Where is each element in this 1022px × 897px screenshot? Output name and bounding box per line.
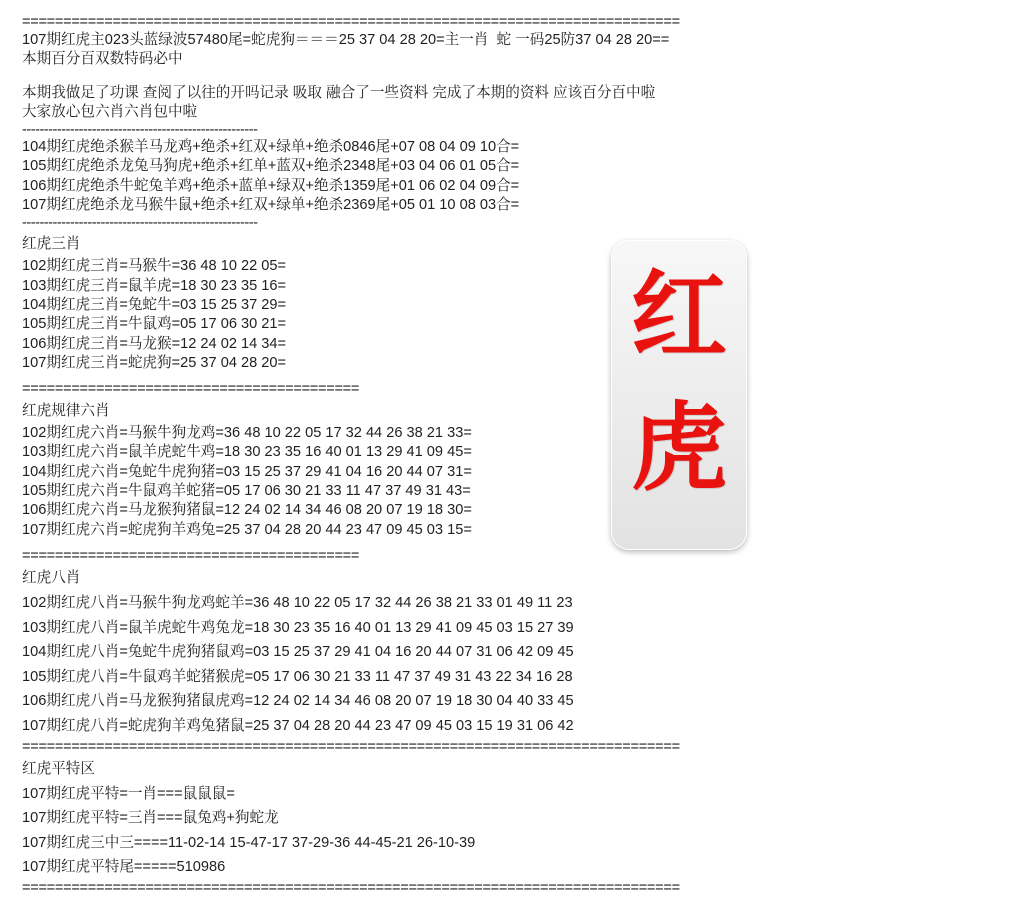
baxiao-line-2: 103期红虎八肖=鼠羊虎蛇牛鸡兔龙=18 30 23 35 16 40 01 13 29 41 09 45 03 15 27 39: [22, 619, 574, 636]
separator-long-2: ================================================================================: [22, 738, 680, 755]
baxiao-line-4: 105期红虎八肖=牛鼠鸡羊蛇猪猴虎=05 17 06 30 21 33 11 47 37 49 31 43 22 34 16 28: [22, 668, 573, 685]
section-title-baxiao: 红虎八肖: [22, 569, 81, 586]
baxiao-line-1: 102期红虎八肖=马猴牛狗龙鸡蛇羊=36 48 10 22 05 17 32 44 26 38 21 33 01 49 11 23: [22, 594, 573, 611]
liuxiao-line-1: 102期红虎六肖=马猴牛狗龙鸡=36 48 10 22 05 17 32 44 26 38 21 33=: [22, 425, 472, 442]
liuxiao-line-5: 106期红虎六肖=马龙猴狗猪鼠=12 24 02 14 34 46 08 20 07 19 18 30=: [22, 502, 472, 519]
separator-bottom: ================================================================================: [22, 879, 680, 896]
brand-logo-card: [611, 240, 747, 550]
logo-char-hu: 虎: [631, 392, 727, 504]
spacer: [22, 70, 982, 84]
sanxiao-line-6: 107期红虎三肖=蛇虎狗=25 37 04 28 20=: [22, 354, 287, 371]
intro-line-2: 大家放心包六肖六肖包中啦: [22, 103, 198, 120]
sanxiao-line-4: 105期红虎三肖=牛鼠鸡=05 17 06 30 21=: [22, 316, 287, 333]
intro-line-1: 本期我做足了功课 查阅了以往的开吗记录 吸取 融合了一些资料 完成了本期的资料 应该百分百中啦: [22, 84, 656, 101]
sanxiao-line-3: 104期红虎三肖=兔蛇牛=03 15 25 37 29=: [22, 296, 287, 313]
section-title-liuxiao: 红虎规律六肖: [22, 403, 110, 420]
baxiao-line-3: 104期红虎八肖=兔蛇牛虎狗猪鼠鸡=03 15 25 37 29 41 04 16 20 44 07 31 06 42 09 45: [22, 644, 574, 661]
baxiao-line-6: 107期红虎八肖=蛇虎狗羊鸡兔猪鼠=25 37 04 28 20 44 23 47 09 45 03 15 19 31 06 42: [22, 717, 574, 734]
kill-line-3: 106期红虎绝杀牛蛇兔羊鸡+绝杀+蓝单+绿双+绝杀1359尾+01 06 02 04 09合=: [22, 177, 520, 194]
document-body: [22, 14, 982, 897]
separator-mid-2: =========================================: [22, 547, 360, 564]
sanxiao-line-2: 103期红虎三肖=鼠羊虎=18 30 23 35 16=: [22, 277, 287, 294]
pingte-line-4: 107期红虎平特尾=====510986: [22, 859, 226, 876]
pingte-line-3: 107期红虎三中三====11-02-14 15-47-17 37-29-36 44-45-21 26-10-39: [22, 834, 476, 851]
kill-line-4: 107期红虎绝杀龙马猴牛鼠+绝杀+红双+绿单+绝杀2369尾+05 01 10 08 03合=: [22, 197, 520, 214]
kill-line-2: 105期红虎绝杀龙兔马狗虎+绝杀+红单+蓝双+绝杀2348尾+03 04 06 01 05合=: [22, 158, 520, 175]
liuxiao-line-3: 104期红虎六肖=兔蛇牛虎狗猪=03 15 25 37 29 41 04 16 20 44 07 31=: [22, 463, 472, 480]
liuxiao-line-2: 103期红虎六肖=鼠羊虎蛇牛鸡=18 30 23 35 16 40 01 13 29 41 09 45=: [22, 444, 472, 461]
header-line-2: 本期百分百双数特码必中: [22, 51, 183, 68]
liuxiao-line-6: 107期红虎六肖=蛇虎狗羊鸡兔=25 37 04 28 20 44 23 47 09 45 03 15=: [22, 521, 472, 538]
logo-char-hong: 红: [631, 260, 727, 372]
separator-dash-2: ------------------------------------------------------: [22, 215, 258, 232]
separator-top: ================================================================================: [22, 14, 680, 30]
sanxiao-line-5: 106期红虎三肖=马龙猴=12 24 02 14 34=: [22, 335, 287, 352]
section-title-sanxiao: 红虎三肖: [22, 236, 81, 253]
spacer: [22, 540, 982, 548]
separator-mid-1: =========================================: [22, 381, 360, 398]
section-title-pingte: 红虎平特区: [22, 760, 95, 777]
pingte-line-1: 107期红虎平特=一肖===鼠鼠鼠=: [22, 785, 235, 802]
separator-dash-1: ------------------------------------------------------: [22, 122, 258, 139]
spacer: [22, 373, 982, 381]
baxiao-line-5: 106期红虎八肖=马龙猴狗猪鼠虎鸡=12 24 02 14 34 46 08 20 07 19 18 30 04 40 33 45: [22, 693, 574, 710]
kill-line-1: 104期红虎绝杀猴羊马龙鸡+绝杀+红双+绿单+绝杀0846尾+07 08 04 09 10合=: [22, 139, 520, 156]
pingte-line-2: 107期红虎平特=三肖===鼠兔鸡+狗蛇龙: [22, 810, 279, 827]
sanxiao-line-1: 102期红虎三肖=马猴牛=36 48 10 22 05=: [22, 258, 287, 275]
header-line-1: 107期红虎主023头蓝绿波57480尾=蛇虎狗＝＝＝25 37 04 28 20=主一肖 蛇 一码25防37 04 28 20==: [22, 32, 670, 48]
liuxiao-line-4: 105期红虎六肖=牛鼠鸡羊蛇猪=05 17 06 30 21 33 11 47 37 49 31 43=: [22, 483, 471, 500]
